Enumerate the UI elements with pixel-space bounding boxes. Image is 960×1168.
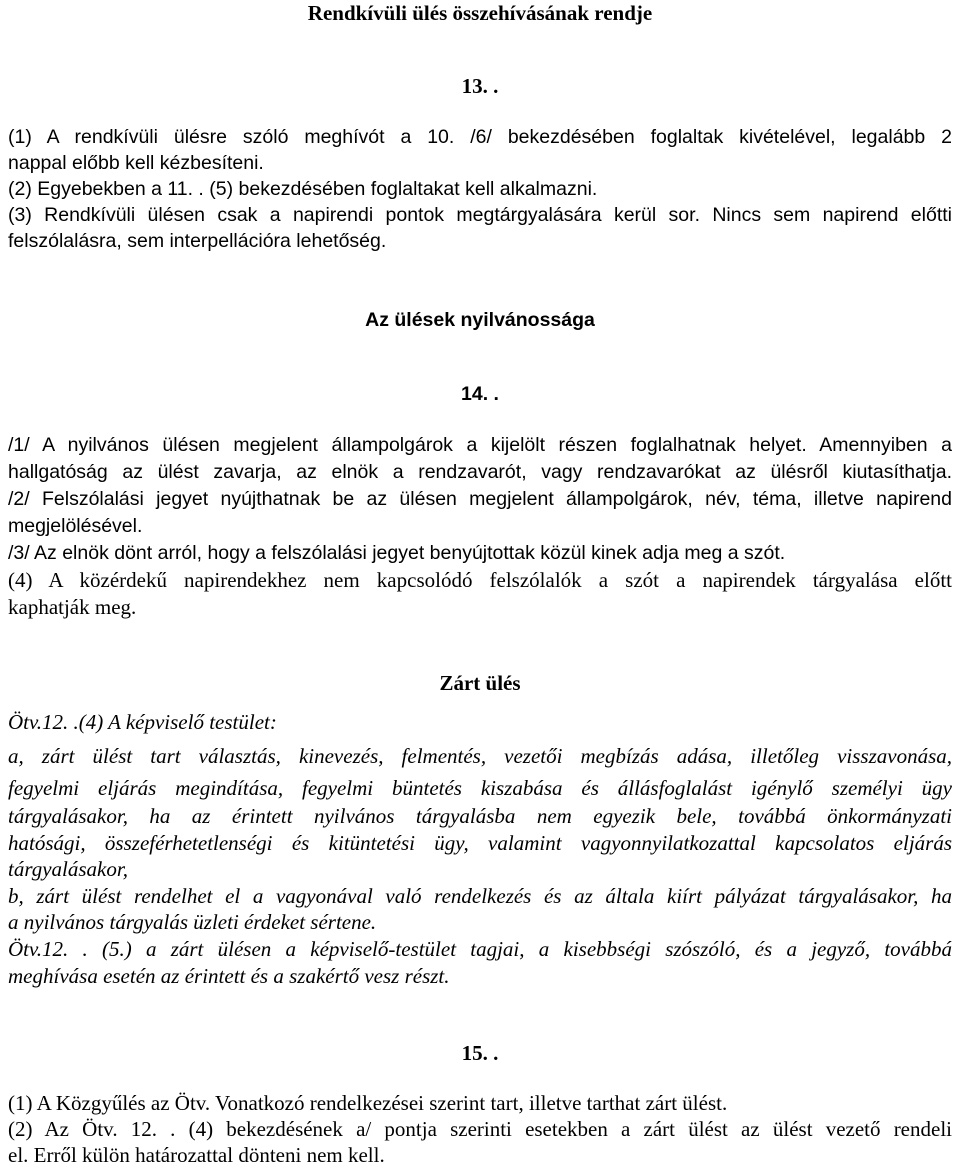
closed-session-line: fegyelmi eljárás megindítása, fegyelmi büntetés kiszabása és állásfoglalást igénylő személyi ügy — [8, 776, 952, 800]
section-13-line: (3) Rendkívüli ülésen csak a napirendi pontok megtárgyalására kerül sor. Nincs sem napirend előtti — [8, 204, 952, 226]
closed-session-line: hatósági, összeférhetetlenségi és kitüntetési ügy, valamint vagyonnyilatkozattal kapcsolatos eljárás — [8, 831, 952, 855]
closed-session-line: tárgyalásakor, ha az érintett nyilvános tárgyalásba nem egyezik bele, továbbá önkormányzati — [8, 804, 952, 828]
section-14-line: /1/ A nyilvános ülésen megjelent állampolgárok a kijelölt részen foglalhatnak helyet. Amennyiben a — [8, 434, 952, 456]
section-14-line: (4) A közérdekű napirendekhez nem kapcsolódó felszólalók a szót a napirendek tárgyalása előtt — [8, 568, 952, 592]
closed-session-line: a nyilvános tárgyalás üzleti érdeket sértene. — [8, 910, 377, 934]
section-13-line: nappal előbb kell kézbesíteni. — [8, 152, 264, 174]
closed-session-line: Ötv.12. .(4) A képviselő testület: — [8, 710, 277, 734]
section-13-line: (1) A rendkívüli ülésre szóló meghívót a 10. /6/ bekezdésében foglaltak kivételével, legalább 2 — [8, 126, 952, 148]
section-15-line: (2) Az Ötv. 12. . (4) bekezdésének a/ pontja szerinti esetekben a zárt ülést az ülést vezető rendeli — [8, 1117, 952, 1141]
closed-session-line: a, zárt ülést tart választás, kinevezés, felmentés, vezetői megbízás adása, illetőleg visszavonása, — [8, 744, 952, 768]
closed-session-line: b, zárt ülést rendelhet el a vagyonával való rendelkezés és az általa kiírt pályázat tárgyalásakor, ha — [8, 884, 952, 908]
section-15-line: el. Erről külön határozattal dönteni nem kell. — [8, 1143, 385, 1167]
heading-public-sessions: Az ülések nyilvánossága — [365, 309, 595, 331]
section-15-number: 15. . — [461, 1041, 499, 1065]
closed-session-line: tárgyalásakor, — [8, 857, 128, 881]
heading-extraordinary-session: Rendkívüli ülés összehívásának rendje — [307, 1, 653, 25]
section-14-line: kaphatják meg. — [8, 595, 137, 619]
closed-session-line: Ötv.12. . (5.) a zárt ülésen a képviselő-testület tagjai, a kisebbségi szószóló, és a jegyző, továbbá — [8, 937, 952, 961]
section-13-number: 13. . — [461, 74, 499, 98]
section-14-line: /2/ Felszólalási jegyet nyújthatnak be az ülésen megjelent állampolgárok, név, téma, illetve napirend — [8, 488, 952, 510]
section-14-number: 14. . — [461, 383, 499, 405]
section-15-line: (1) A Közgyűlés az Ötv. Vonatkozó rendelkezései szerint tart, illetve tarthat zárt ülést. — [8, 1091, 728, 1115]
heading-closed-session: Zárt ülés — [439, 671, 521, 695]
section-14-line: hallgatóság az ülést zavarja, az elnök a rendzavarót, vagy rendzavarókat az ülésről kiutasíthatja. — [8, 461, 952, 483]
section-14-line: megjelölésével. — [8, 515, 143, 537]
closed-session-line: meghívása esetén az érintett és a szakértő vesz részt. — [8, 964, 450, 988]
section-14-line: /3/ Az elnök dönt arról, hogy a felszólalási jegyet benyújtottak közül kinek adja meg a szót. — [8, 542, 786, 564]
section-13-line: (2) Egyebekben a 11. . (5) bekezdésében foglaltakat kell alkalmazni. — [8, 178, 598, 200]
section-13-line: felszólalásra, sem interpellációra lehetőség. — [8, 230, 387, 252]
